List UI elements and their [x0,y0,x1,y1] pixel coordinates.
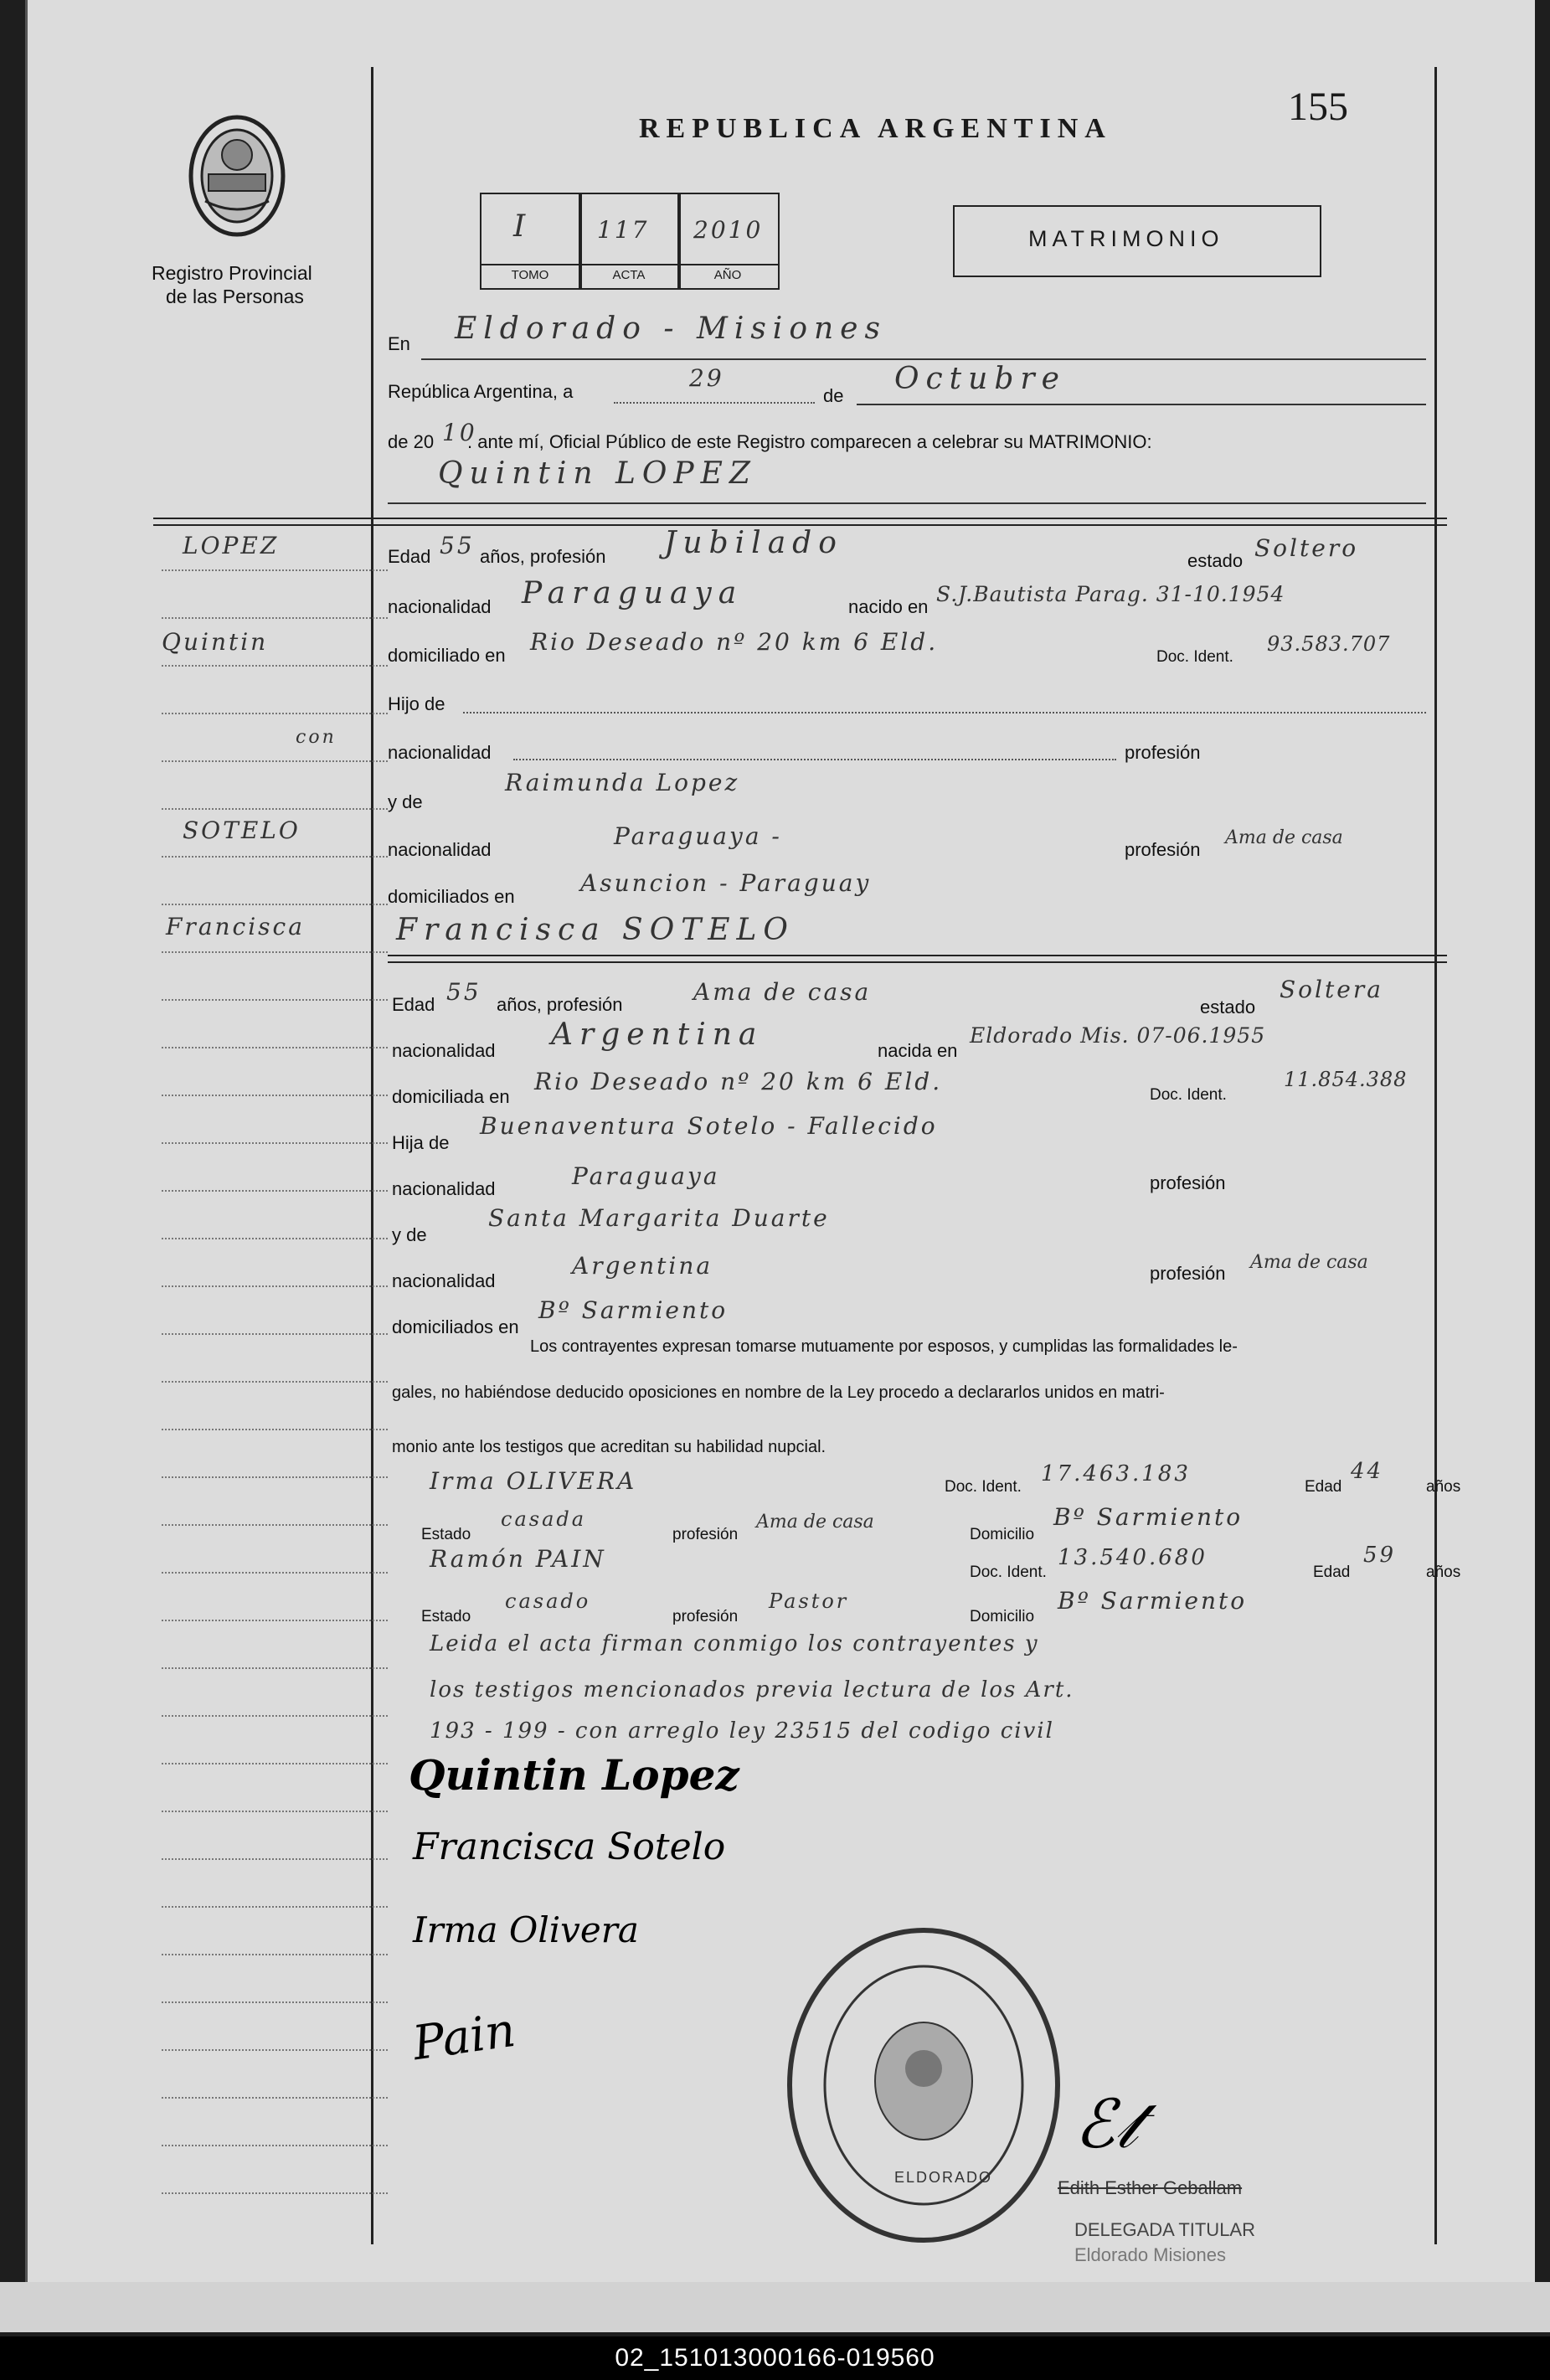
official-title: DELEGADA TITULAR [1074,2219,1255,2240]
witness2-profession: Pastor [769,1589,849,1613]
margin-name1: Quintin [162,628,269,656]
witness2-name: Ramón PAIN [430,1545,606,1573]
groom-address: Rio Deseado nº 20 km 6 Eld. [530,628,939,656]
margin-ruled-line [162,2192,388,2194]
en-label: En [388,333,410,354]
closing-note-2: los testigos mencionados previa lectura de los Art. [430,1677,1074,1703]
groom-nacido-label: nacido en [848,596,929,617]
bride-mother: Santa Margarita Duarte [488,1204,830,1232]
signature-groom: Quintin Lopez [409,1750,739,1800]
bride-doc-label: Doc. Ident. [1150,1086,1227,1104]
bride-domiciliada-label: domiciliada en [392,1086,510,1107]
image-id-caption: 02_151013000166-019560 [0,2336,1550,2380]
groom-full-name: Quintin LOPEZ [438,456,757,491]
margin-ruled-line [162,951,388,953]
bride-marital-status: Soltera [1280,976,1383,1003]
bride-profession: Ama de casa [693,978,872,1006]
intro-sentence: . ante mí, Oficial Público de este Registro comparecen a celebrar su MATRIMONIO: [467,431,1152,452]
bride-mother-prof-label: profesión [1150,1263,1226,1284]
margin-ruled-line [162,1285,388,1287]
margin-ruled-line [162,569,388,571]
witness1-name: Irma OLIVERA [430,1467,637,1495]
month-line [857,404,1426,405]
signature-witness2: Pain [409,2002,519,2072]
place-line [421,358,1426,360]
margin-ruled-line [162,1858,388,1860]
groom-birthplace: S.J.Bautista Parag. 31-10.1954 [936,582,1285,606]
witness1-anos-label: años [1426,1478,1461,1496]
bride-father: Buenaventura Sotelo - Fallecido [480,1112,938,1140]
margin-surname1: LOPEZ [183,532,280,559]
witness1-address: Bº Sarmiento [1053,1503,1244,1531]
republic-label: República Argentina, a [388,381,574,402]
groom-parents-dom-label: domiciliados en [388,886,515,907]
witness2-anos-label: años [1426,1563,1461,1581]
anio-label: AÑO [713,268,742,282]
margin-ruled-line [162,2001,388,2003]
margin-ruled-line [162,999,388,1001]
witness1-age: 44 [1351,1459,1384,1484]
place: Eldorado - Misiones [455,312,887,346]
bride-divider2 [388,961,1447,963]
bride-father-nationality: Paraguaya [572,1162,720,1190]
acta-label: ACTA [612,268,646,282]
witness2-status: casado [505,1589,591,1613]
bride-nacida-label: nacida en [878,1040,958,1061]
margin-ruled-line [162,2097,388,2099]
closing-note-1: Leida el acta firman conmigo los contrayentes y [430,1631,1039,1656]
groom-hijo-label: Hijo de [388,693,445,714]
groom-father-prof-label: profesión [1125,742,1201,763]
bride-estado-label: estado [1200,997,1256,1017]
country-heading: REPUBLICA ARGENTINA [639,113,1112,144]
groom-mother-prof-label: profesión [1125,839,1201,860]
margin-divider-top [153,518,1447,519]
page-bottom-edge [0,2282,1550,2332]
margin-ruled-line [162,1572,388,1574]
bride-father-prof-label: profesión [1150,1172,1226,1193]
acta-value: 117 [597,216,650,244]
registry-name-line2: de las Personas [166,286,304,307]
groom-age: 55 [440,532,475,559]
signature-official: ℰ𝓉 [1074,2085,1138,2163]
declaration-line1: Los contrayentes expresan tomarse mutuamente por esposos, y cumplidas las formalidades le- [530,1337,1238,1356]
margin-ruled-line [162,808,388,810]
groom-nacionalidad-label: nacionalidad [388,596,492,617]
year-prefix: de 20 [388,431,435,452]
closing-note-3: 193 - 199 - con arreglo ley 23515 del codigo civil [430,1718,1054,1744]
registry-name-line1: Registro Provincial [152,262,312,284]
margin-name2: Francisca [166,913,305,940]
groom-yde-label: y de [388,791,423,812]
official-seal-icon [781,1918,1066,2253]
margin-ruled-line [162,1190,388,1192]
groom-doc-label: Doc. Ident. [1156,648,1233,666]
groom-edad-label: Edad [388,546,431,567]
groom-doc: 93.583.707 [1267,632,1391,656]
groom-estado-label: estado [1187,550,1244,571]
register-page [25,0,1535,2282]
groom-nationality: Paraguaya [522,576,744,610]
margin-ruled-line [162,617,388,619]
month: Octubre [894,362,1066,396]
margin-ruled-line [162,1715,388,1717]
margin-surname2: SOTELO [183,817,301,844]
day: 29 [689,364,724,392]
anio-value: 2010 [693,216,764,244]
groom-father-line [463,712,1426,713]
act-type: MATRIMONIO [1028,226,1224,251]
signature-witness1: Irma Olivera [413,1909,639,1950]
witness2-dom-label: Domicilio [970,1608,1035,1625]
groom-father-nac-line [513,759,1116,760]
margin-ruled-line [162,1906,388,1908]
witness2-age: 59 [1363,1543,1397,1568]
witness1-status: casada [501,1507,587,1531]
bride-hija-label: Hija de [392,1132,450,1153]
bride-address: Rio Deseado nº 20 km 6 Eld. [534,1068,943,1095]
bride-mother-nationality: Argentina [572,1252,713,1280]
margin-ruled-line [162,1095,388,1096]
official-name: Edith Esther Geballam [1058,2177,1243,2198]
margin-ruled-line [162,2049,388,2051]
margin-ruled-line [162,1047,388,1048]
groom-father-nac-label: nacionalidad [388,742,492,763]
page-number: 155 [1288,85,1348,129]
official-location: Eldorado Misiones [1074,2244,1226,2265]
witness2-edad-label: Edad [1313,1563,1351,1581]
margin-connector: con [296,727,337,748]
witness1-doc: 17.463.183 [1041,1461,1191,1486]
margin-ruled-line [162,1667,388,1669]
witness1-prof-label: profesión [672,1526,739,1543]
bride-anos-profesion-label: años, profesión [497,994,623,1015]
provincial-emblem-icon [178,109,296,251]
bride-divider [388,955,1447,956]
tomo-label: TOMO [511,268,549,282]
witness2-address: Bº Sarmiento [1058,1587,1248,1615]
groom-mother: Raimunda Lopez [505,769,740,796]
groom-anos-profesion-label: años, profesión [480,546,606,567]
witness1-profession: Ama de casa [756,1512,874,1533]
margin-column-rule [371,67,373,2244]
margin-ruled-line [162,1333,388,1335]
bride-yde-label: y de [392,1224,427,1245]
margin-ruled-line [162,760,388,762]
declaration-line2: gales, no habiéndose deducido oposiciones en nombre de la Ley procedo a declararlos unidos en matri- [392,1383,1165,1402]
seal-bottom-text: ELDORADO [894,2169,993,2186]
bride-nacionalidad-label: nacionalidad [392,1040,496,1061]
margin-ruled-line [162,904,388,905]
margin-ruled-line [162,1381,388,1383]
witness1-doc-label: Doc. Ident. [945,1478,1022,1496]
groom-mother-nac-label: nacionalidad [388,839,492,860]
margin-ruled-line [162,856,388,858]
bride-parents-dom-label: domiciliados en [392,1316,519,1337]
groom-marital-status: Soltero [1254,534,1359,562]
witness1-edad-label: Edad [1305,1478,1342,1496]
bride-doc: 11.854.388 [1284,1068,1408,1091]
margin-ruled-line [162,665,388,667]
witness2-prof-label: profesión [672,1608,739,1625]
witness2-doc: 13.540.680 [1058,1545,1208,1570]
bride-edad-label: Edad [392,994,435,1015]
bride-full-name: Francisca SOTELO [396,913,795,947]
margin-ruled-line [162,2145,388,2146]
day-line [614,402,815,404]
groom-domiciliado-label: domiciliado en [388,645,506,666]
witness1-dom-label: Domicilio [970,1526,1035,1543]
record-box-divider [480,264,778,265]
year-suffix: 10 [442,419,477,446]
right-page-rule [1434,67,1437,2244]
de-label: de [823,385,844,406]
bride-parents-address: Bº Sarmiento [538,1296,729,1324]
bride-mother-nac-label: nacionalidad [392,1270,496,1291]
tomo-value: I [513,209,533,244]
groom-mother-profession: Ama de casa [1225,827,1343,848]
margin-ruled-line [162,1954,388,1955]
bride-father-nac-label: nacionalidad [392,1178,496,1199]
bride-age: 55 [446,978,481,1006]
groom-profession: Jubilado [664,526,843,560]
margin-ruled-line [162,1142,388,1144]
witness2-doc-label: Doc. Ident. [970,1563,1047,1581]
bride-birthplace: Eldorado Mis. 07-06.1955 [970,1023,1266,1048]
margin-ruled-line [162,1620,388,1621]
margin-ruled-line [162,713,388,714]
margin-ruled-line [162,1238,388,1239]
bride-nationality: Argentina [551,1017,764,1052]
margin-ruled-line [162,1429,388,1430]
signature-bride: Francisca Sotelo [413,1826,726,1868]
groom-parents-address: Asuncion - Paraguay [580,869,872,897]
bride-mother-profession: Ama de casa [1250,1252,1368,1273]
groom-mother-nationality: Paraguaya - [614,822,782,850]
margin-ruled-line [162,1811,388,1812]
margin-ruled-line [162,1524,388,1526]
declaration-line3: monio ante los testigos que acreditan su habilidad nupcial. [392,1438,826,1456]
groom-name-line [388,502,1426,504]
witness1-estado-label: Estado [421,1526,471,1543]
witness2-estado-label: Estado [421,1608,471,1625]
margin-ruled-line [162,1476,388,1478]
margin-ruled-line [162,1763,388,1764]
